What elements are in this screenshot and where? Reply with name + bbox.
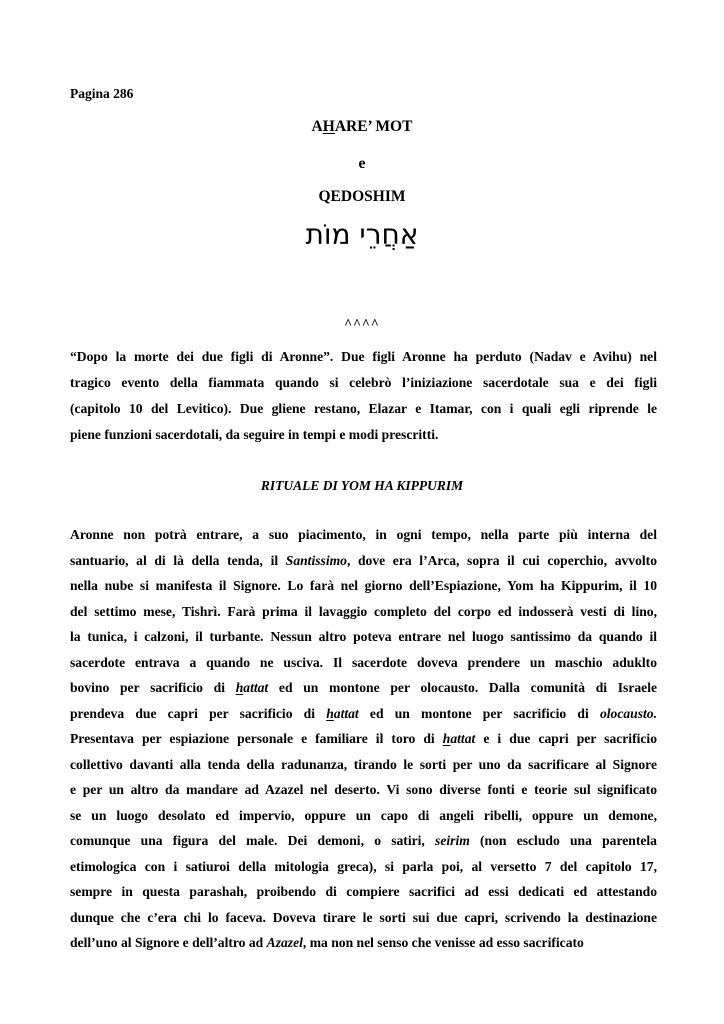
body-italic-underlined: h: [326, 705, 334, 721]
body-italic: attat: [333, 705, 359, 721]
body-line: [70, 726, 657, 752]
body-line: collettivo davanti alla tenda della radunanza, tirando le sorti per uno da sacrificare al Signore: [70, 756, 657, 772]
body-line: [70, 675, 657, 701]
separator: ^^^^: [344, 316, 380, 331]
body-text: (non escludo una parentela: [469, 833, 657, 848]
body-line: [70, 548, 657, 574]
body-text: bovino per sacrificio di: [70, 680, 236, 695]
body-text: prendeva due capri per sacrificio di: [70, 705, 327, 721]
body-italic: Santissimo: [285, 552, 347, 568]
intro-paragraph: [70, 344, 657, 448]
body-italic: olocausto.: [599, 705, 657, 721]
title-line-1-a: A: [311, 118, 323, 135]
body-line: nella nube si manifesta il Signore. Lo farà nel giorno dell’Espiazione, Yom ha Kippurim, il 10: [70, 578, 657, 593]
title-line-2: e: [358, 155, 366, 172]
body-italic: Azazel: [266, 935, 303, 950]
body-text: , dove era l’Arca, sopra il cui coperchio, avvolto: [346, 552, 658, 568]
body-line: etimologica con i satiuroi della mitologia greca), si parla poi, al versetto 7 del capitolo 17,: [70, 858, 657, 874]
body-italic: seirim: [435, 833, 470, 848]
body-text: comunque una figura del male. Dei demoni, o satiri,: [70, 833, 436, 848]
body-line: se un luogo desolato ed impervio, oppure un capo di angeli ribelli, oppure un demone,: [70, 807, 657, 823]
body-line: dunque che c’era chi lo faceva. Doveva tirare le sorti sui due capri, scrivendo la destinazione: [70, 909, 657, 925]
body-line: del settimo mese, Tishrì. Farà prima il lavaggio completo del corpo ed indosserà vesti di lino,: [70, 603, 657, 619]
body-line: sempre in questa parashah, proibendo di compiere sacrifici ad essi dedicati ed attestando: [70, 884, 657, 899]
body-italic: attat: [450, 731, 476, 746]
body-text: e i due capri per sacrificio: [475, 731, 657, 746]
intro-line: “Dopo la morte dei due figli di Aronne”. Due figli Aronne ha perduto (Nadav e Avihu) nel: [70, 349, 657, 364]
body-paragraph: [70, 522, 657, 956]
body-text: ed un montone per olocausto. Dalla comunità di Israele: [268, 680, 657, 695]
body-line: sacerdote entrava a quando ne usciva. Il sacerdote doveva prendere un maschio aduklto: [70, 654, 657, 670]
hebrew-title: אַחֲרֵי מוֹת: [305, 218, 419, 251]
intro-line: (capitolo 10 del Levitico). Due gliene restano, Elazar e Itamar, con i quali egli riprende le: [70, 400, 657, 416]
body-line: [70, 828, 657, 854]
body-text: Presentava per espiazione personale e familiare il toro di: [70, 731, 443, 746]
body-line: [70, 930, 657, 956]
body-line: e per un altro da mandare ad Azazel nel deserto. Vi sono diverse fonti e teorie sul significato: [70, 782, 657, 797]
page-number: Pagina 286: [70, 86, 134, 101]
body-italic: attat: [243, 680, 269, 695]
body-italic-underlined: h: [235, 680, 244, 695]
intro-line: piene funzioni sacerdotali, da seguire in tempi e modi prescritti.: [70, 426, 439, 442]
body-line: la tunica, i calzoni, il turbante. Nessun altro poteva entrare nel luogo santissimo da quando il: [70, 629, 657, 644]
intro-line: tragico evento della fiammata quando si celebrò l’iniziazione sacerdotale sua e dei figli: [70, 374, 657, 390]
title-line-3: QEDOSHIM: [318, 188, 406, 205]
title-line-1: [0, 118, 724, 136]
body-text: , ma non nel senso che venisse ad esso sacrificato: [302, 935, 584, 950]
title-line-1-b: ARE’ MOT: [334, 118, 413, 135]
body-text: dell’uno al Signore e dell’altro ad: [70, 935, 267, 950]
body-text: ed un montone per sacrificio di: [358, 705, 600, 721]
body-line: Aronne non potrà entrare, a suo piacimento, in ogni tempo, nella parte più interna del: [70, 527, 657, 542]
section-heading: RITUALE DI YOM HA KIPPURIM: [260, 478, 464, 493]
body-line: [70, 701, 657, 727]
title-line-1-underlined-h: H: [322, 118, 335, 135]
body-italic-underlined: h: [442, 731, 451, 746]
body-text: santuario, al di là della tenda, il: [70, 552, 286, 568]
